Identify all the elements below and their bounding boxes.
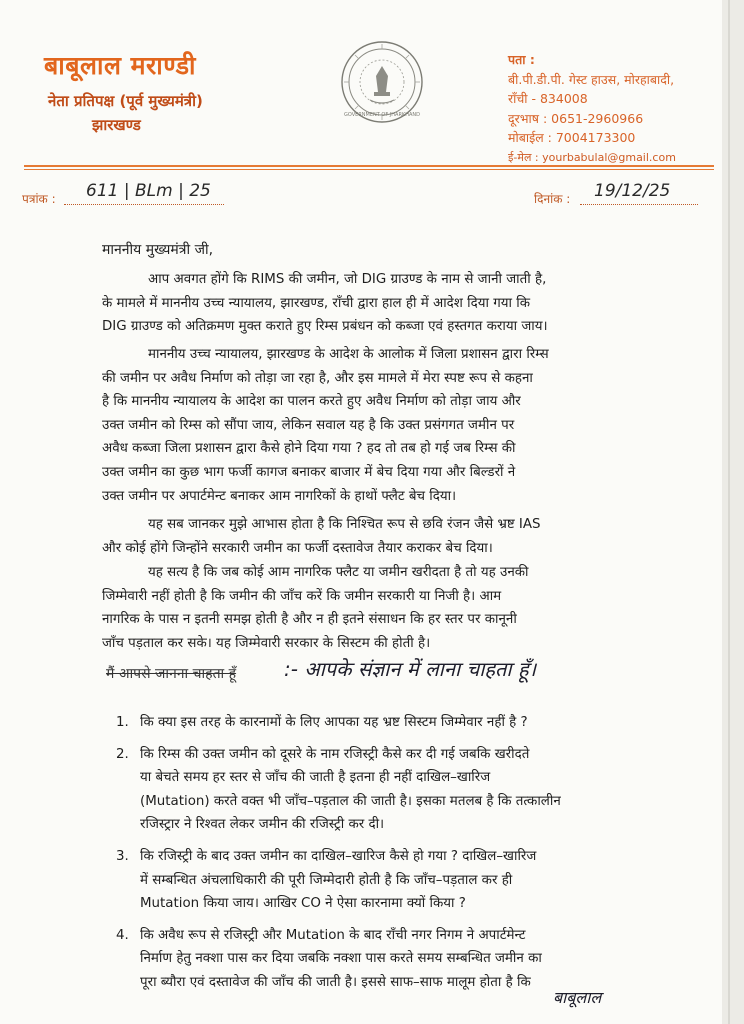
date-value: 19/12/25 (594, 181, 671, 201)
text-line: जाँच पड़ताल कर सके। यह जिम्मेवारी सरकार के सिस्टम की होती है। (102, 635, 431, 651)
page-edge-line (728, 0, 730, 1024)
reference-dotted-line (64, 204, 224, 205)
government-seal-icon (340, 40, 424, 124)
question-item (116, 743, 676, 837)
address-line: बी.पी.डी.पी. गेस्ट हाउस, मोरहाबादी, (508, 71, 675, 87)
letterhead-divider (24, 165, 714, 167)
question-number: 3. (116, 848, 129, 864)
text-line: उक्त जमीन का कुछ भाग फर्जी कागज बनाकर बाजार में बेच दिया गया और बिल्डरों ने (102, 464, 516, 480)
text-line: (Mutation) करते वक्त भी जाँच–पड़ताल की जाती है। इसका मतलब है कि तत्कालीन (140, 793, 561, 809)
question-number: 2. (116, 746, 129, 762)
sender-address (508, 50, 676, 167)
salutation: माननीय मुख्यमंत्री जी, (102, 242, 214, 258)
text-line: में सम्बन्धित अंचलाधिकारी की पूरी जिम्मेदारी होती है कि जाँच–पड़ताल कर ही (140, 872, 513, 888)
text-line: माननीय उच्च न्यायालय, झारखण्ड के आदेश के आलोक में जिला प्रशासन द्वारा रिम्स (148, 347, 549, 362)
paragraph-4 (102, 561, 667, 655)
text-line: और कोई होंगे जिन्होंने सरकारी जमीन का फर्जी दस्तावेज तैयार कराकर बेच दिया। (102, 540, 493, 556)
text-line: कि अवैध रूप से रजिस्ट्री और Mutation के बाद राँची नगर निगम ने अपार्टमेन्ट (140, 927, 526, 943)
address-label: पता : (508, 52, 535, 67)
handwritten-note: :- आपके संज्ञान में लाना चाहता हूँ। (284, 657, 537, 681)
text-line: कि रजिस्ट्री के बाद उक्त जमीन का दाखिल–खारिज कैसे हो गया ? दाखिल–खारिज (140, 848, 537, 864)
question-list (116, 711, 676, 1003)
date-label: दिनांक : (534, 192, 571, 206)
question-item (116, 924, 676, 995)
handwritten-signature: बाबूलाल (553, 988, 602, 1007)
sender-title: नेता प्रतिपक्ष (पूर्व मुख्यमंत्री) (48, 92, 203, 110)
text-line: है कि माननीय न्यायालय के आदेश का पालन करते हुए अवैध निर्माण को तोड़ा जाय और (102, 394, 521, 410)
text-line: या बेचते समय हर स्तर से जाँच की जाती है इतना ही नहीं दाखिल–खारिज (140, 770, 491, 786)
paragraph-3 (102, 513, 667, 560)
address-line: राँची - 834008 (508, 91, 588, 106)
text-line: यह सत्य है कि जब कोई आम नागरिक फ्लैट या जमीन खरीदता है तो यह उनकी (148, 565, 529, 580)
text-line: अवैध कब्जा जिला प्रशासन द्वारा कैसे होने दिया गया ? हद तो तब हो गई जब रिम्स की (102, 441, 516, 457)
text-line: के मामले में माननीय उच्च न्यायालय, झारखण्ड, राँची द्वारा हाल ही में आदेश दिया गया कि (102, 295, 530, 311)
paragraph-1 (102, 268, 667, 339)
text-line: उक्त जमीन को रिम्स को सौंपा जाय, लेकिन सवाल यह है कि उक्त प्रसंगगत जमीन पर (102, 417, 515, 433)
sender-state: झारखण्ड (92, 116, 141, 134)
text-line: Mutation किया जाय। आखिर CO ने ऐसा कारनामा क्यों किया ? (140, 896, 466, 912)
struck-through-text: मैं आपसे जानना चाहता हूँ (106, 666, 237, 682)
question-number: 4. (116, 927, 129, 943)
letterhead-divider (24, 169, 714, 170)
phone-line: दूरभाष : 0651-2960966 (508, 110, 644, 126)
text-line: कि क्या इस तरह के कारनामों के लिए आपका यह भ्रष्ट सिस्टम जिम्मेवार नहीं है ? (140, 715, 528, 730)
seal-text: GOVERNMENT OF JHARKHAND (344, 112, 420, 118)
text-line: उक्त जमीन पर अपार्टमेन्ट बनाकर आम नागरिकों के हाथों फ्लैट बेच दिया। (102, 488, 457, 504)
text-line: पूरा ब्यौरा एवं दस्तावेज की जाँच की जाती है। इससे साफ–साफ मालूम होता है कि (140, 974, 531, 990)
text-line: आप अवगत होंगे कि RIMS की जमीन, जो DIG ग्राउण्ड के नाम से जानी जाती है, (148, 272, 547, 287)
reference-number: 611 | BLm | 25 (86, 181, 211, 201)
text-line: की जमीन पर अवैध निर्माण को तोड़ा जा रहा है, और इस मामले में मेरा स्पष्ट रूप से कहना (102, 370, 533, 386)
reference-label: पत्रांक : (22, 192, 56, 206)
text-line: रजिस्ट्रार ने रिश्वत लेकर जमीन की रजिस्ट्री कर दी। (140, 817, 385, 833)
sender-name: बाबूलाल मराण्डी (44, 51, 196, 80)
question-item (116, 711, 676, 735)
question-item (116, 845, 676, 916)
question-number: 1. (116, 715, 129, 730)
date-dotted-line (580, 204, 698, 205)
text-line: निर्माण हेतु नक्शा पास कर दिया जबकि नक्शा पास करते समय सम्बन्धित जमीन का (140, 951, 542, 967)
text-line: जिम्मेवारी नहीं होती है कि जमीन की जाँच करें कि जमीन सरकारी या निजी है। आम (102, 588, 502, 604)
paragraph-2 (102, 343, 667, 508)
text-line: नागरिक के पास न इतनी समझ होती है और न ही इतने संसाधन कि हर स्तर पर कानूनी (102, 612, 517, 628)
text-line: कि रिम्स की उक्त जमीन को दूसरे के नाम रजिस्ट्री कैसे कर दी गई जबकि खरीदते (140, 746, 530, 762)
text-line: DIG ग्राउण्ड को अतिक्रमण मुक्त कराते हुए रिम्स प्रबंधन को कब्जा एवं हस्तगत कराया जाय। (102, 319, 548, 335)
email-line: ई-मेल : yourbabulal@gmail.com (508, 150, 676, 164)
text-line: यह सब जानकर मुझे आभास होता है कि निश्चित रूप से छवि रंजन जैसे भ्रष्ट IAS (148, 517, 541, 532)
page-edge (722, 0, 744, 1024)
mobile-line: मोबाईल : 7004173300 (508, 130, 636, 145)
